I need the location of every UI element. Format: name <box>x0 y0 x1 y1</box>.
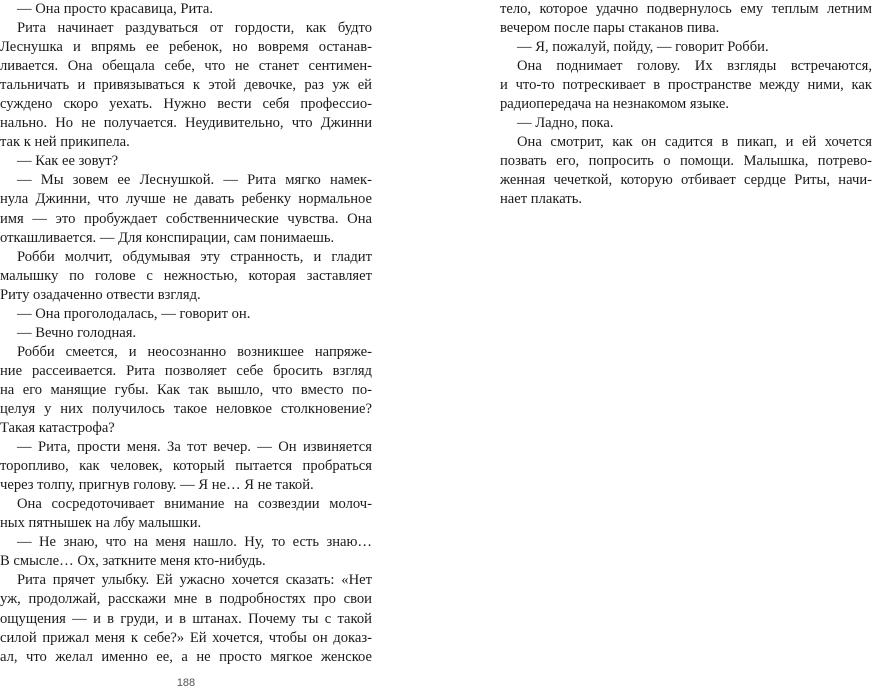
text-line: тальничать и привязываться к этой девочке, раз уж ей <box>0 77 372 94</box>
text-line: нает плакать. <box>500 191 583 208</box>
text-line: — Как ее зовут? <box>17 153 119 170</box>
page-number: 188 <box>176 677 196 689</box>
text-line: силой прижал меня к себе?» Ей хочется, чтобы он доказ- <box>0 629 372 646</box>
text-line: — Не знаю, что на меня нашло. Ну, то есть знаю… <box>17 534 372 551</box>
text-line: ливается. Она обещала себе, что не станет сентимен- <box>0 58 372 75</box>
text-line: Она смотрит, как он садится в пикап, и ей хочется <box>517 134 872 151</box>
text-line: через толпу, пригнув голову. — Я не… Я не такой. <box>0 477 314 494</box>
text-line: и что-то потрескивает в пространстве между ними, как <box>500 77 872 94</box>
text-line: малышку по голове с нежностью, которая заставляет <box>0 267 372 284</box>
text-line: — Рита, прости меня. За тот вечер. — Он извиняется <box>17 439 372 456</box>
text-line: Леснушка и впрямь ее ребенок, но вовремя останав- <box>0 39 372 56</box>
text-line: вечером после пары стаканов пива. <box>500 20 720 37</box>
text-line: суждено скоро уехать. Нужно вести себя профессио- <box>0 96 372 113</box>
text-line: — Вечно голодная. <box>17 324 137 341</box>
text-line: Такая катастрофа? <box>0 420 115 437</box>
text-line: Она сосредоточивает внимание на созвездии молоч- <box>17 496 372 513</box>
text-line: на его манящие губы. Как так вышло, что вместо по- <box>0 381 372 398</box>
text-line: нула Джинни, что лучше не давать ребенку нормальное <box>0 191 372 208</box>
text-line: ных пятнышек на лбу малышки. <box>0 515 202 532</box>
text-line: Она поднимает голову. Их взгляды встречаются, <box>517 58 872 75</box>
text-line: нально. Но не получается. Неудивительно, что Джинни <box>0 115 372 132</box>
text-line: откашливается. — Для конспирации, сам понимаешь. <box>0 229 335 246</box>
text-line: тело, которое удачно подвернулось ему теплым летним <box>500 1 872 17</box>
text-line: — Она проголодалась, — говорит он. <box>17 305 251 322</box>
text-line: Робби молчит, обдумывая эту странность, и гладит <box>17 248 372 265</box>
text-line: так к ней прикипела. <box>0 134 130 151</box>
text-line: позвать его, попросить о помощи. Малышка, потрево- <box>500 153 872 170</box>
text-line: В смысле… Ох, заткните меня кто-нибудь. <box>0 553 266 570</box>
text-line: целуя у них получилось такое неловкое столкновение? <box>0 400 372 417</box>
text-line: Робби смеется, и неосознанно возникшее напряже- <box>17 343 372 360</box>
text-line: женная чечеткой, которую отбивает сердце Риты, начи- <box>500 172 872 189</box>
text-line: Рита начинает раздуваться от гордости, как будто <box>17 20 372 37</box>
text-line: Рита прячет улыбку. Ей ужасно хочется сказать: «Нет <box>17 572 372 589</box>
text-line: Риту озадаченно отвести взгляд. <box>0 286 201 303</box>
text-line: — Ладно, пока. <box>517 115 614 132</box>
text-line: ал, что желал именно ее, а не просто мягкое женское <box>0 648 372 665</box>
text-line: торопливо, как человек, который пытается пробраться <box>0 458 372 475</box>
text-line: — Я, пожалуй, пойду, — говорит Робби. <box>517 39 769 56</box>
text-line: — Мы зовем ее Леснушкой. — Рита мягко намек- <box>17 172 372 189</box>
text-line: радиопередача на незнакомом языке. <box>500 96 730 113</box>
text-line: ощущения — и в груди, и в штанах. Почему ты с такой <box>0 610 372 627</box>
text-line: ние рассеивается. Рита позволяет себе бросить взгляд <box>0 362 372 379</box>
left-text-column <box>0 0 372 667</box>
text-line: имя — это пробуждает собственнические чувства. Она <box>0 210 372 227</box>
right-text-column <box>500 0 872 210</box>
text-line: — Она просто красавица, Рита. <box>17 1 213 17</box>
text-line: уж, продолжай, расскажи мне в подробностях про свои <box>0 591 372 608</box>
